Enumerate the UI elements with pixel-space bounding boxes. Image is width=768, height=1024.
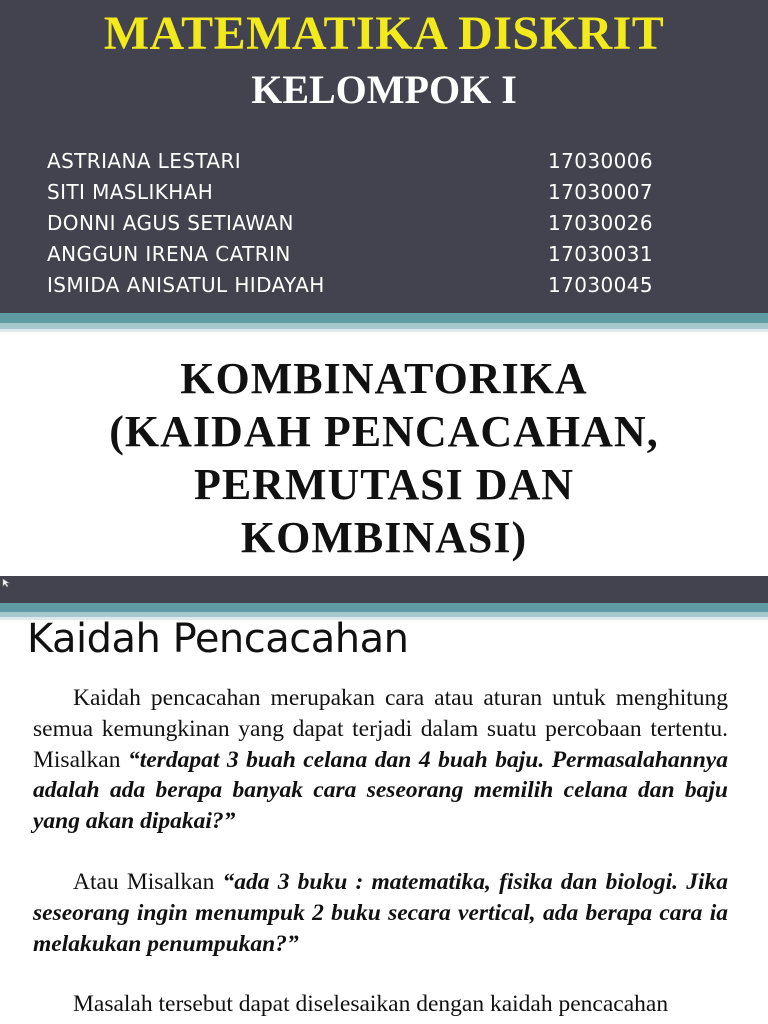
member-row	[47, 242, 687, 273]
member-name: SITI MASLIKHAH	[47, 180, 214, 204]
member-list	[47, 149, 687, 304]
member-id: 17030031	[548, 242, 653, 266]
topic-line: KOMBINASI)	[240, 513, 528, 562]
paragraph-text: Masalah tersebut dapat diselesaikan dengan kaidah pencacahan	[73, 991, 669, 1018]
section-heading: Kaidah Pencacahan	[27, 616, 409, 662]
cursor-icon	[2, 578, 12, 588]
member-id: 17030007	[548, 180, 653, 204]
member-id: 17030006	[548, 149, 653, 173]
divider-stripe	[0, 313, 768, 323]
group-title: KELOMPOK I	[251, 67, 517, 112]
section-band	[0, 576, 768, 603]
paragraph-text: Atau Misalkan	[73, 868, 223, 895]
section-body	[33, 683, 728, 1020]
course-title: MATEMATIKA DISKRIT	[103, 7, 665, 60]
paragraph-text: Kaidah pencacahan merupakan cara atau aturan untuk menghitung semua kemungkinan yang dapat terjadi dalam suatu percobaan tertentu. Misalkan	[33, 685, 728, 773]
member-id: 17030026	[548, 211, 653, 235]
topic-line: KOMBINATORIKA	[180, 354, 588, 403]
paragraph-emphasis: “ada 3 buku : matematika, fisika dan biologi. Jika seseorang ingin menumpuk 2 buku secara vertical, ada berapa cara ia melakukan penumpukan?”	[33, 868, 728, 957]
member-name: DONNI AGUS SETIAWAN	[47, 211, 294, 235]
member-id: 17030045	[548, 273, 653, 297]
paragraph	[33, 867, 728, 959]
paragraph-emphasis: “terdapat 3 buah celana dan 4 buah baju. Permasalahannya adalah ada berapa banyak cara seseorang memilih celana dan baju yang akan dipakai?”	[33, 746, 728, 835]
paragraph	[33, 683, 728, 837]
member-name: ASTRIANA LESTARI	[47, 149, 242, 173]
topic-title	[0, 352, 768, 564]
member-row	[47, 273, 687, 304]
member-row	[47, 180, 687, 211]
divider-stripe	[0, 329, 768, 332]
paragraph	[33, 989, 728, 1020]
member-name: ISMIDA ANISATUL HIDAYAH	[47, 273, 325, 297]
member-row	[47, 149, 687, 180]
member-name: ANGGUN IRENA CATRIN	[47, 242, 291, 266]
topic-line: PERMUTASI DAN	[193, 460, 575, 509]
member-row	[47, 211, 687, 242]
topic-line: (KAIDAH PENCACAHAN,	[109, 407, 659, 456]
divider-stripe	[0, 603, 768, 612]
